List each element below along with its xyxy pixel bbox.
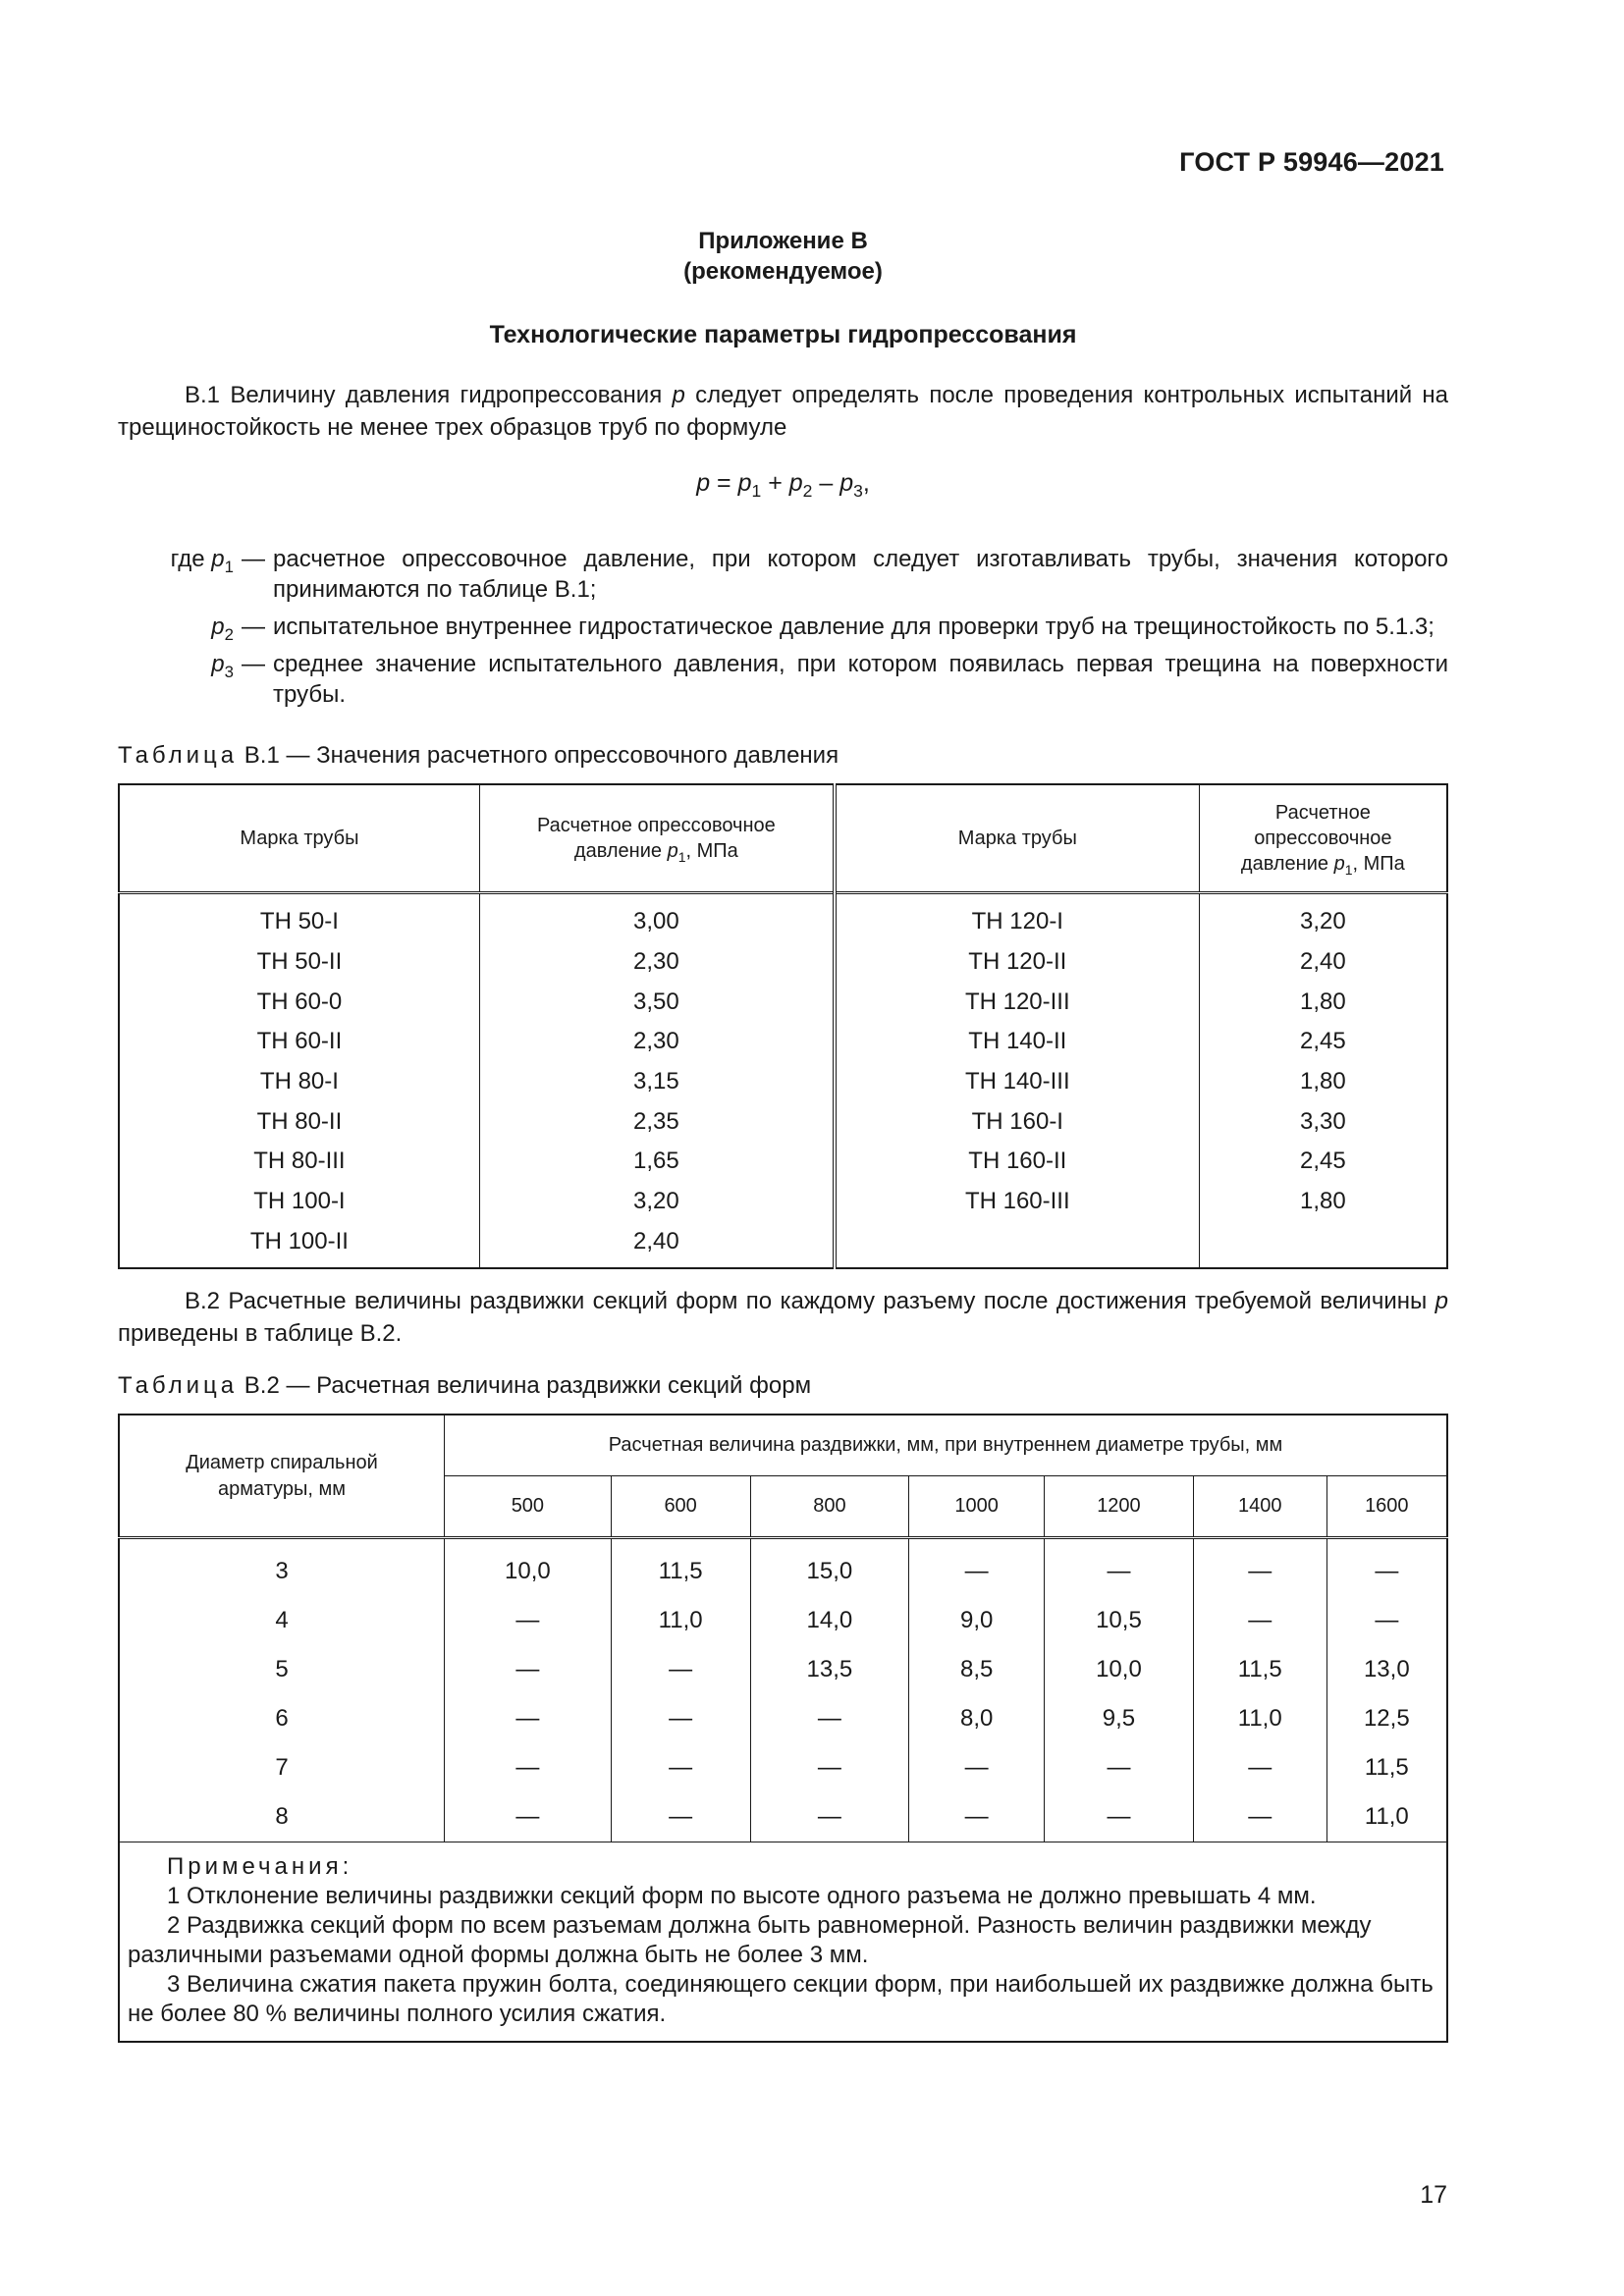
note-item: 2 Раздвижка секций форм по всем разъемам должна быть равномерной. Разность величин раздвижки между различными разъемами одной формы должна быть не более 3 мм. xyxy=(128,1912,1372,1968)
table-row: ТН 100-I 3,20 ТН 160-III 1,80 xyxy=(119,1182,1447,1222)
legend-item: $p_2$ — испытательное внутреннее гидростатическое давление для проверки труб на трещиностойкость по 5.1.3; xyxy=(211,614,1435,644)
table1-header-mark: Марка трубы xyxy=(119,784,479,893)
table2-header-diameter: Диаметр спиральной арматуры, мм xyxy=(119,1415,445,1538)
table-row: 7 — — — — — — 11,5 xyxy=(119,1743,1447,1792)
legend-item: $p_3$ — среднее значение испытательного давления, при котором появилась первая трещина на поверхности трубы. xyxy=(211,651,1448,708)
page-number: 17 xyxy=(1420,2181,1447,2209)
table1-header-pressure: Расчетное опрессовочное давление $p_1$, МПа xyxy=(1199,784,1447,893)
table2-header-600: 600 xyxy=(611,1476,750,1538)
table-row: ТН 50-I 3,00 ТН 120-I 3,20 xyxy=(119,893,1447,942)
note-item: 1 Отклонение величины раздвижки секций форм по высоте одного разъема не должно превышать 4 мм. xyxy=(167,1883,1317,1909)
table-row: ТН 80-III 1,65 ТН 160-II 2,45 xyxy=(119,1142,1447,1182)
paragraph-b2: В.2 Расчетные величины раздвижки секций форм по каждому разъему после достижения требуемой величины p приведены в таблице В.2. xyxy=(118,1288,1449,1347)
formula: $p = p_1 + p_2 - p_3$, xyxy=(696,469,870,502)
table-notes xyxy=(119,1842,1447,2043)
legend-item: где $p_1$ — расчетное опрессовочное давление, при котором следует изготавливать трубы, значения которого принимаются по таблице В.1; xyxy=(170,546,1448,603)
annex-status: (рекомендуемое) xyxy=(683,258,883,285)
note-item: 3 Величина сжатия пакета пружин болта, соединяющего секции форм, при наибольшей их раздвижке должна быть не более 80 % величины полного усилия сжатия. xyxy=(128,1971,1434,2027)
table2-caption: Таблица В.2 — Расчетная величина раздвижки секций форм xyxy=(118,1372,812,1399)
table-row: ТН 60-0 3,50 ТН 120-III 1,80 xyxy=(119,982,1447,1022)
table1-header-pressure: Расчетное опрессовочное давление $p_1$, МПа xyxy=(479,784,835,893)
table2-header-1200: 1200 xyxy=(1045,1476,1194,1538)
table1-caption: Таблица В.1 — Значения расчетного опрессовочного давления xyxy=(118,742,839,769)
table2-header-500: 500 xyxy=(445,1476,612,1538)
table-row: 4 — 11,0 14,0 9,0 10,5 — — xyxy=(119,1596,1447,1645)
section-title: Технологические параметры гидропрессования xyxy=(489,321,1077,348)
annex-heading xyxy=(118,226,1448,287)
table2-header-800: 800 xyxy=(750,1476,909,1538)
annex-label: Приложение В xyxy=(698,228,868,254)
table-row: ТН 60-II 2,30 ТН 140-II 2,45 xyxy=(119,1022,1447,1062)
formula-legend xyxy=(118,544,1448,717)
table2-header-1600: 1600 xyxy=(1326,1476,1447,1538)
table-row: ТН 80-II 2,35 ТН 160-I 3,30 xyxy=(119,1101,1447,1142)
table2-header-span: Расчетная величина раздвижки, мм, при внутреннем диаметре трубы, мм xyxy=(445,1415,1447,1476)
table-row: 6 — — — 8,0 9,5 11,0 12,5 xyxy=(119,1694,1447,1743)
table2-header-1400: 1400 xyxy=(1193,1476,1326,1538)
table-row: 5 — — 13,5 8,5 10,0 11,5 13,0 xyxy=(119,1645,1447,1694)
table-b1 xyxy=(118,783,1448,1269)
table-b2 xyxy=(118,1414,1448,2043)
table1-header-mark: Марка трубы xyxy=(835,784,1199,893)
paragraph-b1: В.1 Величину давления гидропрессования p следует определять после проведения контрольных испытаний на трещиностойкость не менее трех образцов труб по формуле xyxy=(118,382,1449,441)
table-row: 3 10,0 11,5 15,0 — — — — xyxy=(119,1538,1447,1597)
notes-title: Примечания: xyxy=(167,1853,353,1880)
table-row: ТН 50-II 2,30 ТН 120-II 2,40 xyxy=(119,942,1447,983)
table-row: 8 — — — — — — 11,0 xyxy=(119,1792,1447,1842)
table-row: ТН 80-I 3,15 ТН 140-III 1,80 xyxy=(119,1062,1447,1102)
table-row: ТН 100-II 2,40 xyxy=(119,1222,1447,1269)
notes-row xyxy=(119,1842,1447,2043)
document-id: ГОСТ Р 59946—2021 xyxy=(1179,147,1444,177)
table2-header-1000: 1000 xyxy=(909,1476,1045,1538)
